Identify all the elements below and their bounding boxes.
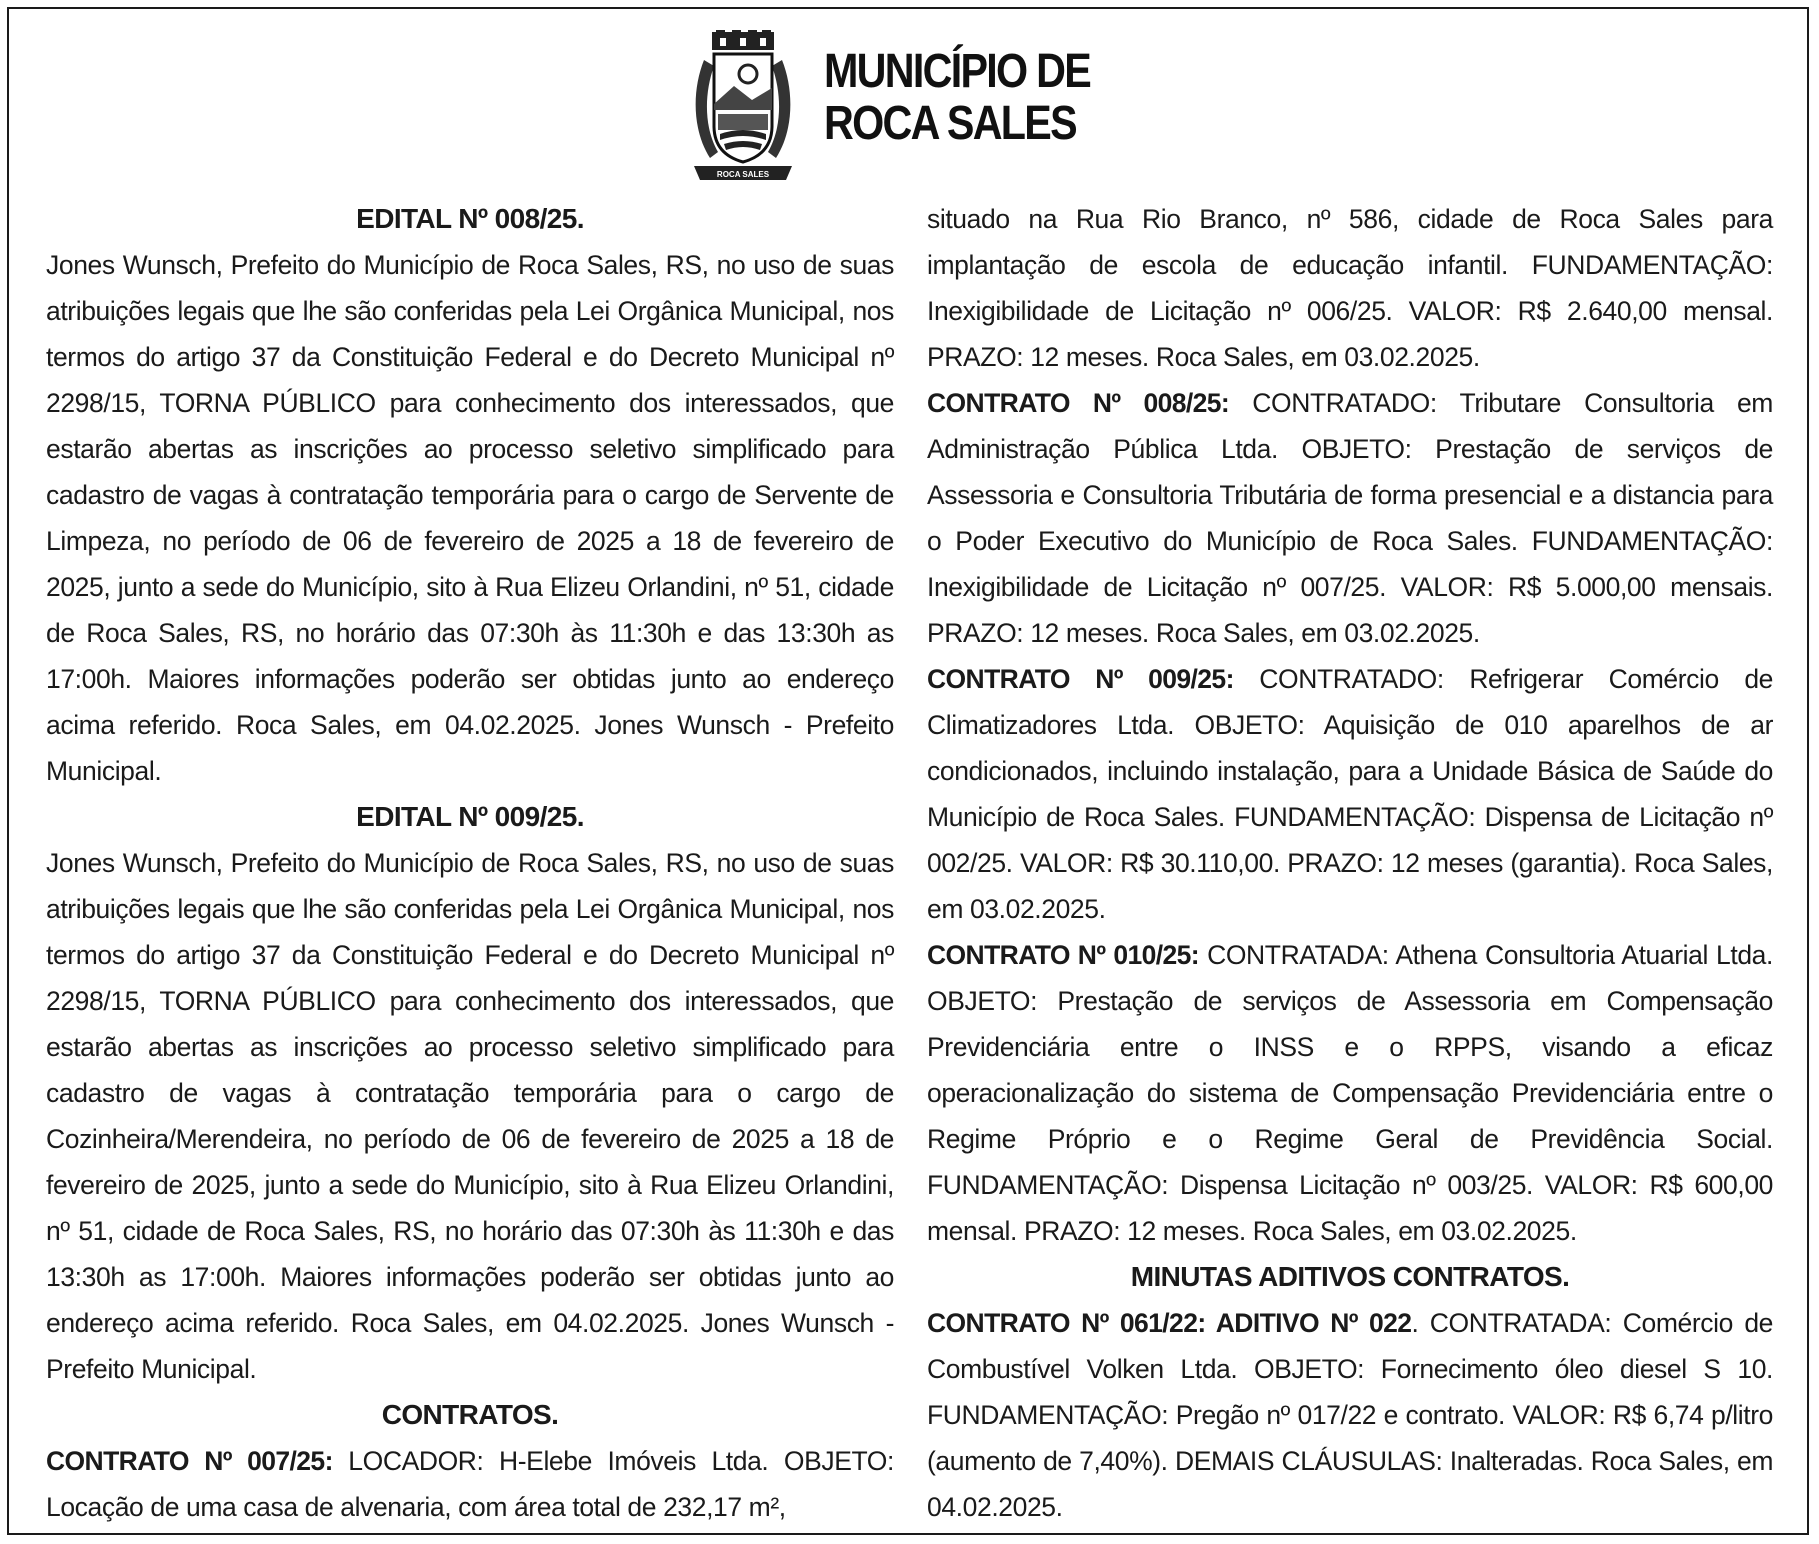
crest-ribbon-text: ROCA SALES [716,170,770,179]
contrato-061-paragraph [927,1300,1773,1530]
contrato-007-body: LOCADOR: H-Elebe Imóveis Ltda. OBJETO: Locação de uma casa de alvenaria, com área total de 232,17 m², [46,1446,894,1522]
contrato-009-lead: CONTRATO Nº 009/25: [927,664,1234,694]
contrato-009-paragraph [927,656,1773,932]
contrato-008-lead: CONTRATO Nº 008/25: [927,388,1230,418]
municipal-crest-icon [690,30,796,190]
edital-009-body: Jones Wunsch, Prefeito do Município de Roca Sales, RS, no uso de suas atribuições legais que lhe são conferidas pela Lei Orgânica Municipal, nos termos do artigo 37 da Constituição Federal e do Decreto Municipal nº 2298/15, TORNA PÚBLICO para conhecimento dos interessados, que estarão abertas as inscrições ao processo seletivo simplificado para cadastro de vagas à contratação temporária para o cargo de Cozinheira/Merendeira, no período de 06 de fevereiro de 2025 a 18 de fevereiro de 2025, junto a sede do Município, sito à Rua Elizeu Orlandini, nº 51, cidade de Roca Sales, RS, no horário das 07:30h às 11:30h e das 13:30h as 17:00h. Maiores informações poderão ser obtidas junto ao endereço acima referido. Roca Sales, em 04.02.2025. Jones Wunsch - Prefeito Municipal. [46,848,894,1384]
contrato-008-paragraph [927,380,1773,656]
title-line-1: MUNICÍPIO DE [824,45,1091,98]
edital-009-heading: EDITAL Nº 009/25. [356,801,584,832]
left-column [46,196,894,1530]
contrato-007-lead: CONTRATO Nº 007/25: [46,1446,333,1476]
edital-008-heading: EDITAL Nº 008/25. [356,203,584,234]
contrato-010-lead: CONTRATO Nº 010/25: [927,940,1199,970]
contrato-061-body: . CONTRATADA: Comércio de Combustível Volken Ltda. OBJETO: Fornecimento óleo diesel S 10. FUNDAMENTAÇÃO: Pregão nº 017/22 e contrato. VALOR: R$ 6,74 p/litro (aumento de 7,40%). DEMAIS CLÁUSULAS: Inalteradas. Roca Sales, em 04.02.2025. [927,1308,1773,1522]
contrato-010-body: CONTRATADA: Athena Consultoria Atuarial Ltda. OBJETO: Prestação de serviços de Assessoria em Compensação Previdenciária entre o INSS e o RPPS, visando a eficaz operacionalização do sistema de Compensação Previdenciária entre o Regime Próprio e o Regime Geral de Previdência Social. FUNDAMENTAÇÃO: Dispensa Licitação nº 003/25. VALOR: R$ 600,00 mensal. PRAZO: 12 meses. Roca Sales, em 03.02.2025. [927,940,1773,1246]
edital-008-body: Jones Wunsch, Prefeito do Município de Roca Sales, RS, no uso de suas atribuições legais que lhe são conferidas pela Lei Orgânica Municipal, nos termos do artigo 37 da Constituição Federal e do Decreto Municipal nº 2298/15, TORNA PÚBLICO para conhecimento dos interessados, que estarão abertas as inscrições ao processo seletivo simplificado para cadastro de vagas à contratação temporária para o cargo de Servente de Limpeza, no período de 06 de fevereiro de 2025 a 18 de fevereiro de 2025, junto a sede do Município, sito à Rua Elizeu Orlandini, nº 51, cidade de Roca Sales, RS, no horário das 07:30h às 11:30h e das 13:30h as 17:00h. Maiores informações poderão ser obtidas junto ao endereço acima referido. Roca Sales, em 04.02.2025. Jones Wunsch - Prefeito Municipal. [46,250,894,786]
minutas-heading: MINUTAS ADITIVOS CONTRATOS. [1130,1261,1570,1292]
title-line-2: ROCA SALES [824,97,1076,150]
contrato-007-paragraph [46,1438,894,1530]
contrato-061-lead: CONTRATO Nº 061/22: ADITIVO Nº 022 [927,1308,1412,1338]
contratos-heading: CONTRATOS. [381,1399,559,1430]
masthead [690,30,1170,195]
contrato-009-body: CONTRATADO: Refrigerar Comércio de Climatizadores Ltda. OBJETO: Aquisição de 010 aparelhos de ar condicionados, incluindo instalação, para a Unidade Básica de Saúde do Município de Roca Sales. FUNDAMENTAÇÃO: Dispensa de Licitação nº 002/25. VALOR: R$ 30.110,00. PRAZO: 12 meses (garantia). Roca Sales, em 03.02.2025. [927,664,1773,924]
page-title [824,46,1090,150]
contrato-010-paragraph [927,932,1773,1254]
contrato-007-continued: situado na Rua Rio Branco, nº 586, cidade de Roca Sales para implantação de escola de educação infantil. FUNDAMENTAÇÃO: Inexigibilidade de Licitação nº 006/25. VALOR: R$ 2.640,00 mensal. PRAZO: 12 meses. Roca Sales, em 03.02.2025. [927,204,1773,372]
contrato-008-body: CONTRATADO: Tributare Consultoria em Administração Pública Ltda. OBJETO: Prestação de serviços de Assessoria e Consultoria Tributária de forma presencial e a distancia para o Poder Executivo do Município de Roca Sales. FUNDAMENTAÇÃO: Inexigibilidade de Licitação nº 007/25. VALOR: R$ 5.000,00 mensais. PRAZO: 12 meses. Roca Sales, em 03.02.2025. [927,388,1773,648]
right-column [927,196,1773,1530]
